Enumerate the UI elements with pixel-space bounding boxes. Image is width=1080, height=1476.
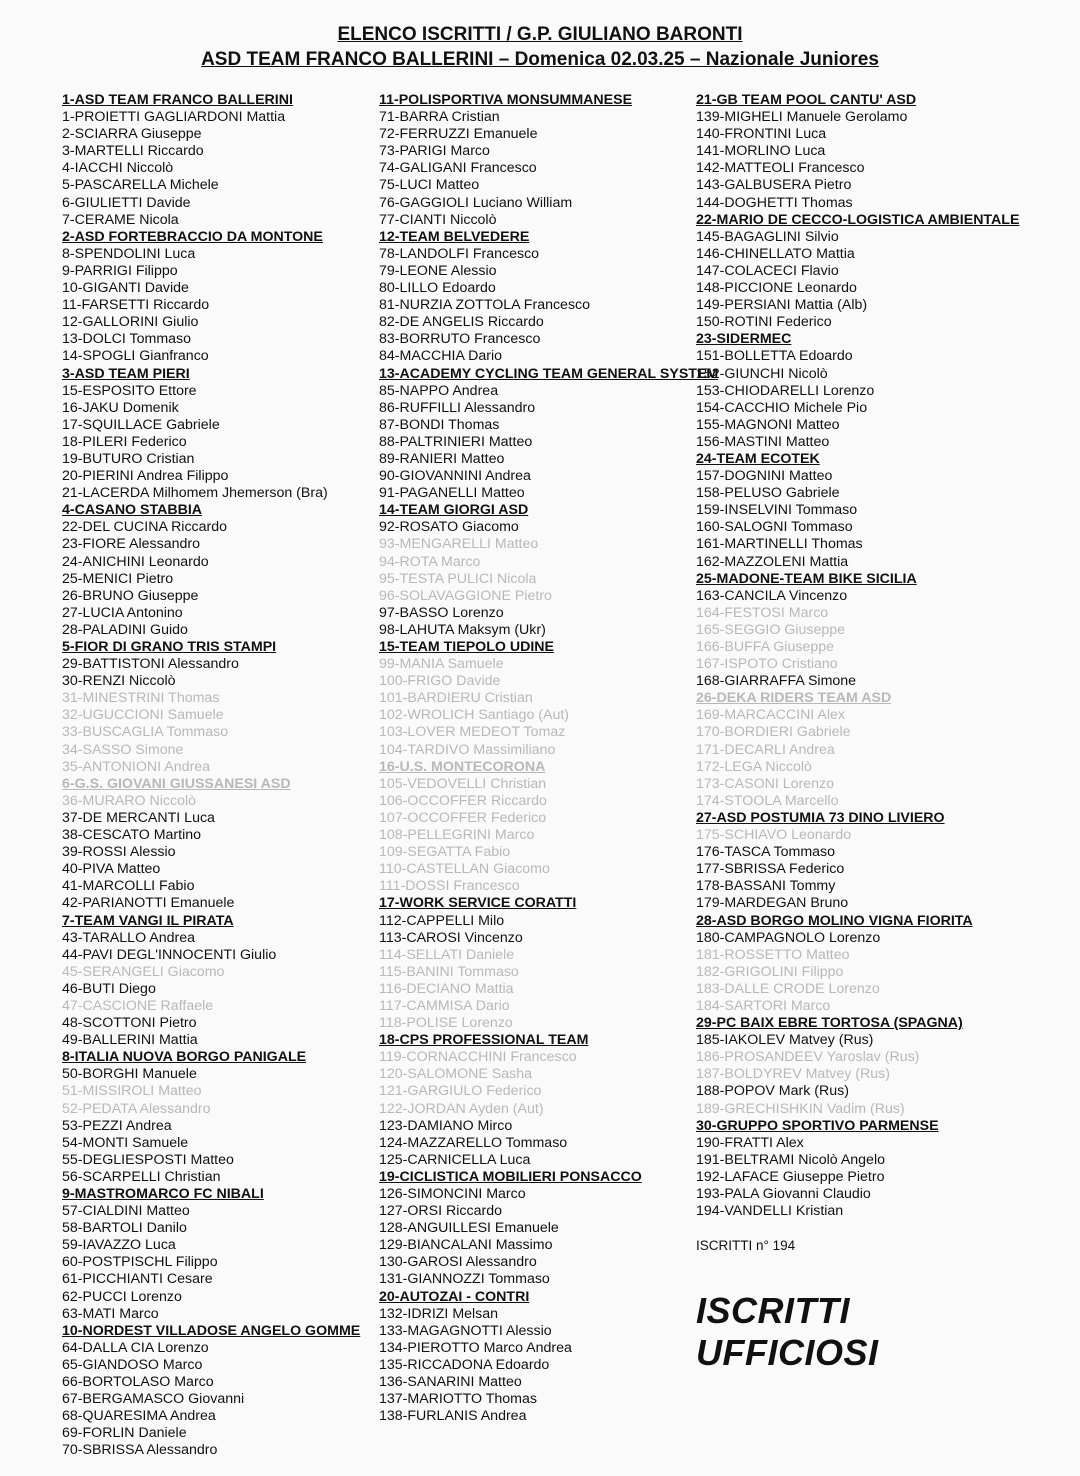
rider-entry: 104-TARDIVO Massimiliano <box>379 741 556 758</box>
rider-entry: 107-OCCOFFER Federico <box>379 809 547 826</box>
rider-entry: 179-MARDEGAN Bruno <box>696 895 849 912</box>
rider-entry: 82-DE ANGELIS Riccardo <box>379 314 544 331</box>
rider-entry: 110-CASTELLAN Giacomo <box>379 861 550 878</box>
rider-entry: 39-ROSSI Alessio <box>62 844 176 861</box>
rider-entry: 74-GALIGANI Francesco <box>379 160 537 177</box>
rider-entry: 85-NAPPO Andrea <box>379 382 499 399</box>
entry-column-1 <box>62 92 362 1460</box>
rider-entry: 181-ROSSETTO Matteo <box>696 946 850 963</box>
rider-entry: 124-MAZZARELLO Tommaso <box>379 1134 568 1151</box>
rider-entry: 117-CAMMISA Dario <box>379 997 510 1014</box>
rider-entry: 150-ROTINI Federico <box>696 314 832 331</box>
entry-list <box>696 92 1026 1220</box>
rider-entry: 1-PROIETTI GAGLIARDONI Mattia <box>62 109 286 126</box>
rider-entry: 100-FRIGO Davide <box>379 673 501 690</box>
rider-entry: 43-TARALLO Andrea <box>62 929 196 946</box>
rider-entry: 87-BONDI Thomas <box>379 416 500 433</box>
rider-entry: 164-FESTOSI Marco <box>696 604 829 621</box>
team-heading: 13-ACADEMY CYCLING TEAM GENERAL SYSTEM <box>379 365 719 382</box>
entry-column-3 <box>696 92 1026 1374</box>
rider-entry: 139-MIGHELI Manuele Gerolamo <box>696 109 908 126</box>
rider-entry: 170-BORDIERI Gabriele <box>696 724 851 741</box>
team-heading: 8-ITALIA NUOVA BORGO PANIGALE <box>62 1049 307 1066</box>
rider-entry: 184-SARTORI Marco <box>696 997 831 1014</box>
rider-entry: 145-BAGAGLINI Silvio <box>696 228 839 245</box>
rider-entry: 72-FERRUZZI Emanuele <box>379 126 538 143</box>
entry-column-2 <box>379 92 719 1425</box>
team-heading: 4-CASANO STABBIA <box>62 502 203 519</box>
rider-entry: 75-LUCI Matteo <box>379 177 480 194</box>
rider-entry: 177-SBRISSA Federico <box>696 861 845 878</box>
rider-entry: 36-MURARO Niccolò <box>62 792 197 809</box>
unofficial-stamp <box>696 1290 1026 1374</box>
rider-entry: 116-DECIANO Mattia <box>379 980 514 997</box>
rider-entry: 10-GIGANTI Davide <box>62 280 189 297</box>
team-heading: 1-ASD TEAM FRANCO BALLERINI <box>62 92 293 108</box>
rider-entry: 83-BORRUTO Francesco <box>379 331 541 348</box>
rider-entry: 45-SERANGELI Giacomo <box>62 963 225 980</box>
team-heading: 22-MARIO DE CECCO-LOGISTICA AMBIENTALE <box>696 211 1020 228</box>
rider-entry: 28-PALADINI Guido <box>62 621 188 638</box>
rider-entry: 23-FIORE Alessandro <box>62 536 200 553</box>
rider-entry: 64-DALLA CIA Lorenzo <box>62 1339 209 1356</box>
rider-entry: 193-PALA Giovanni Claudio <box>696 1186 871 1202</box>
rider-entry: 153-CHIODARELLI Lorenzo <box>696 382 875 399</box>
rider-entry: 80-LILLO Edoardo <box>379 280 496 297</box>
rider-entry: 97-BASSO Lorenzo <box>379 604 504 621</box>
rider-entry: 102-WROLICH Santiago (Aut) <box>379 707 570 724</box>
rider-entry: 128-ANGUILLESI Emanuele <box>379 1220 559 1237</box>
team-heading: 2-ASD FORTEBRACCIO DA MONTONE <box>62 228 323 245</box>
rider-entry: 71-BARRA Cristian <box>379 109 500 126</box>
rider-entry: 33-BUSCAGLIA Tommaso <box>62 724 229 741</box>
rider-entry: 13-DOLCI Tommaso <box>62 331 192 348</box>
rider-entry: 189-GRECHISHKIN Vadim (Rus) <box>696 1100 905 1117</box>
rider-entry: 94-ROTA Marco <box>379 553 481 570</box>
page-subtitle: ASD TEAM FRANCO BALLERINI – Domenica 02.03.25 – Nazionale Juniores <box>201 49 879 70</box>
rider-entry: 157-DOGNINI Matteo <box>696 468 833 485</box>
rider-entry: 115-BANINI Tommaso <box>379 963 519 980</box>
rider-entry: 6-GIULIETTI Davide <box>62 194 191 211</box>
rider-entry: 136-SANARINI Matteo <box>379 1374 522 1391</box>
rider-entry: 9-PARRIGI Filippo <box>62 262 178 279</box>
team-heading: 3-ASD TEAM PIERI <box>62 365 190 382</box>
team-heading: 24-TEAM ECOTEK <box>696 450 820 467</box>
rider-entry: 125-CARNICELLA Luca <box>379 1151 531 1168</box>
rider-entry: 29-BATTISTONI Alessandro <box>62 656 239 673</box>
rider-entry: 65-GIANDOSO Marco <box>62 1356 203 1373</box>
rider-entry: 51-MISSIROLI Matteo <box>62 1083 202 1100</box>
rider-entry: 12-GALLORINI Giulio <box>62 314 199 331</box>
rider-entry: 77-CIANTI Niccolò <box>379 211 497 228</box>
rider-entry: 123-DAMIANO Mirco <box>379 1117 513 1134</box>
rider-entry: 60-POSTPISCHL Filippo <box>62 1254 218 1271</box>
rider-entry: 135-RICCADONA Edoardo <box>379 1356 550 1373</box>
rider-entry: 15-ESPOSITO Ettore <box>62 382 197 399</box>
rider-entry: 186-PROSANDEEV Yaroslav (Rus) <box>696 1049 920 1066</box>
team-heading: 27-ASD POSTUMIA 73 DINO LIVIERO <box>696 809 945 826</box>
rider-entry: 112-CAPPELLI Milo <box>379 912 505 929</box>
rider-entry: 176-TASCA Tommaso <box>696 844 836 861</box>
rider-entry: 175-SCHIAVO Leonardo <box>696 827 852 844</box>
rider-entry: 79-LEONE Alessio <box>379 262 497 279</box>
team-heading: 21-GB TEAM POOL CANTU' ASD <box>696 92 917 108</box>
rider-entry: 187-BOLDYREV Matvey (Rus) <box>696 1066 890 1083</box>
rider-entry: 192-LAFACE Giuseppe Pietro <box>696 1168 885 1185</box>
rider-entry: 174-STOOLA Marcello <box>696 792 839 809</box>
rider-entry: 160-SALOGNI Tommaso <box>696 519 853 536</box>
rider-entry: 96-SOLAVAGGIONE Pietro <box>379 587 552 604</box>
rider-entry: 133-MAGAGNOTTI Alessio <box>379 1322 552 1339</box>
rider-entry: 169-MARCACCINI Alex <box>696 707 846 724</box>
team-heading: 5-FIOR DI GRANO TRIS STAMPI <box>62 639 277 655</box>
rider-entry: 44-PAVI DEGL'INNOCENTI Giulio <box>62 946 277 963</box>
team-heading: 11-POLISPORTIVA MONSUMMANESE <box>379 92 633 108</box>
rider-entry: 88-PALTRINIERI Matteo <box>379 433 533 450</box>
rider-entry: 34-SASSO Simone <box>62 741 184 758</box>
rider-entry: 22-DEL CUCINA Riccardo <box>62 519 228 536</box>
rider-entry: 40-PIVA Matteo <box>62 861 161 878</box>
rider-entry: 130-GAROSI Alessandro <box>379 1254 537 1271</box>
rider-entry: 55-DEGLIESPOSTI Matteo <box>62 1151 234 1168</box>
rider-entry: 25-MENICI Pietro <box>62 570 174 587</box>
rider-entry: 121-GARGIULO Federico <box>379 1083 542 1100</box>
rider-entry: 126-SIMONCINI Marco <box>379 1186 526 1202</box>
team-heading: 18-CPS PROFESSIONAL TEAM <box>379 1032 589 1049</box>
team-heading: 30-GRUPPO SPORTIVO PARMENSE <box>696 1117 939 1134</box>
rider-entry: 24-ANICHINI Leonardo <box>62 553 209 570</box>
rider-entry: 167-ISPOTO Cristiano <box>696 656 838 673</box>
rider-entry: 37-DE MERCANTI Luca <box>62 809 215 826</box>
rider-entry: 14-SPOGLI Gianfranco <box>62 348 209 365</box>
rider-entry: 86-RUFFILLI Alessandro <box>379 399 536 416</box>
rider-entry: 54-MONTI Samuele <box>62 1134 189 1151</box>
rider-entry: 120-SALOMONE Sasha <box>379 1066 532 1083</box>
rider-entry: 31-MINESTRINI Thomas <box>62 690 220 707</box>
rider-entry: 73-PARIGI Marco <box>379 143 490 160</box>
rider-entry: 48-SCOTTONI Pietro <box>62 1015 197 1032</box>
rider-entry: 76-GAGGIOLI Luciano William <box>379 194 573 211</box>
rider-entry: 168-GIARRAFFA Simone <box>696 673 857 690</box>
team-heading: 28-ASD BORGO MOLINO VIGNA FIORITA <box>696 912 973 929</box>
rider-entry: 47-CASCIONE Raffaele <box>62 997 214 1014</box>
rider-entry: 61-PICCHIANTI Cesare <box>62 1271 213 1288</box>
rider-entry: 188-POPOV Mark (Rus) <box>696 1083 849 1100</box>
rider-entry: 152-GIUNCHI Nicolò <box>696 365 828 382</box>
rider-entry: 56-SCARPELLI Christian <box>62 1168 221 1185</box>
team-heading: 17-WORK SERVICE CORATTI <box>379 895 577 912</box>
rider-entry: 129-BIANCALANI Massimo <box>379 1237 553 1254</box>
rider-entry: 182-GRIGOLINI Filippo <box>696 963 844 980</box>
rider-entry: 11-FARSETTI Riccardo <box>62 297 210 314</box>
rider-entry: 137-MARIOTTO Thomas <box>379 1391 537 1408</box>
rider-entry: 49-BALLERINI Mattia <box>62 1032 198 1049</box>
team-heading: 10-NORDEST VILLADOSE ANGELO GOMME <box>62 1322 361 1339</box>
rider-entry: 84-MACCHIA Dario <box>379 348 502 365</box>
rider-entry: 50-BORGHI Manuele <box>62 1066 197 1083</box>
rider-entry: 132-IDRIZI Melsan <box>379 1305 499 1322</box>
rider-entry: 26-BRUNO Giuseppe <box>62 587 199 604</box>
rider-entry: 151-BOLLETTA Edoardo <box>696 348 853 365</box>
rider-entry: 163-CANCILA Vincenzo <box>696 587 848 604</box>
rider-entry: 2-SCIARRA Giuseppe <box>62 126 202 143</box>
rider-entry: 19-BUTURO Cristian <box>62 450 195 467</box>
team-heading: 6-G.S. GIOVANI GIUSSANESI ASD <box>62 775 291 792</box>
rider-entry: 8-SPENDOLINI Luca <box>62 245 196 262</box>
rider-entry: 106-OCCOFFER Riccardo <box>379 792 547 809</box>
rider-entry: 59-IAVAZZO Luca <box>62 1237 176 1254</box>
rider-entry: 143-GALBUSERA Pietro <box>696 177 852 194</box>
rider-entry: 108-PELLEGRINI Marco <box>379 827 535 844</box>
team-heading: 29-PC BAIX EBRE TORTOSA (SPAGNA) <box>696 1015 963 1032</box>
rider-entry: 66-BORTOLASO Marco <box>62 1374 214 1391</box>
rider-entry: 122-JORDAN Ayden (Aut) <box>379 1100 544 1117</box>
rider-entry: 53-PEZZI Andrea <box>62 1117 172 1134</box>
team-heading: 19-CICLISTICA MOBILIERI PONSACCO <box>379 1168 642 1185</box>
entry-count: ISCRITTI n° 194 <box>696 1238 796 1254</box>
team-heading: 14-TEAM GIORGI ASD <box>379 502 529 519</box>
team-heading: 16-U.S. MONTECORONA <box>379 758 546 775</box>
rider-entry: 105-VEDOVELLI Christian <box>379 775 547 792</box>
rider-entry: 158-PELUSO Gabriele <box>696 485 840 502</box>
rider-entry: 70-SBRISSA Alessandro <box>62 1442 218 1459</box>
rider-entry: 138-FURLANIS Andrea <box>379 1408 527 1425</box>
rider-entry: 89-RANIERI Matteo <box>379 450 505 467</box>
team-heading: 9-MASTROMARCO FC NIBALI <box>62 1186 264 1202</box>
rider-entry: 67-BERGAMASCO Giovanni <box>62 1391 245 1408</box>
rider-entry: 93-MENGARELLI Matteo <box>379 536 539 553</box>
rider-entry: 144-DOGHETTI Thomas <box>696 194 853 211</box>
rider-entry: 190-FRATTI Alex <box>696 1134 804 1151</box>
rider-entry: 183-DALLE CRODE Lorenzo <box>696 980 880 997</box>
rider-entry: 114-SELLATI Daniele <box>379 946 515 963</box>
page-title: ELENCO ISCRITTI / G.P. GIULIANO BARONTI <box>337 24 743 45</box>
rider-entry: 3-MARTELLI Riccardo <box>62 143 204 160</box>
rider-entry: 156-MASTINI Matteo <box>696 433 830 450</box>
rider-entry: 52-PEDATA Alessandro <box>62 1100 211 1117</box>
rider-entry: 140-FRONTINI Luca <box>696 126 827 143</box>
rider-entry: 180-CAMPAGNOLO Lorenzo <box>696 929 881 946</box>
rider-entry: 69-FORLIN Daniele <box>62 1425 187 1442</box>
rider-entry: 171-DECARLI Andrea <box>696 741 835 758</box>
rider-entry: 41-MARCOLLI Fabio <box>62 878 195 895</box>
rider-entry: 162-MAZZOLENI Mattia <box>696 553 849 570</box>
rider-entry: 58-BARTOLI Danilo <box>62 1220 187 1237</box>
rider-entry: 101-BARDIERU Cristian <box>379 690 533 707</box>
rider-entry: 21-LACERDA Milhomem Jhemerson (Bra) <box>62 485 328 502</box>
team-heading: 25-MADONE-TEAM BIKE SICILIA <box>696 570 917 587</box>
page-header <box>0 22 1080 72</box>
rider-entry: 42-PARIANOTTI Emanuele <box>62 895 235 912</box>
rider-entry: 148-PICCIONE Leonardo <box>696 280 857 297</box>
rider-entry: 103-LOVER MEDEOT Tomaz <box>379 724 566 741</box>
rider-entry: 147-COLACECI Flavio <box>696 262 839 279</box>
team-heading: 15-TEAM TIEPOLO UDINE <box>379 639 554 655</box>
rider-entry: 16-JAKU Domenik <box>62 399 179 416</box>
rider-entry: 134-PIEROTTO Marco Andrea <box>379 1339 572 1356</box>
rider-entry: 178-BASSANI Tommy <box>696 878 836 895</box>
rider-entry: 95-TESTA PULICI Nicola <box>379 570 537 587</box>
unofficial-line-1: ISCRITTI <box>696 1290 850 1332</box>
unofficial-line-2: UFFICIOSI <box>696 1332 879 1374</box>
rider-entry: 131-GIANNOZZI Tommaso <box>379 1271 550 1288</box>
rider-entry: 91-PAGANELLI Matteo <box>379 485 525 502</box>
rider-entry: 161-MARTINELLI Thomas <box>696 536 863 553</box>
rider-entry: 113-CAROSI Vincenzo <box>379 929 523 946</box>
rider-entry: 166-BUFFA Giuseppe <box>696 639 835 655</box>
rider-entry: 173-CASONI Lorenzo <box>696 775 835 792</box>
rider-entry: 92-ROSATO Giacomo <box>379 519 519 536</box>
rider-entry: 30-RENZI Niccolò <box>62 673 176 690</box>
team-heading: 7-TEAM VANGI IL PIRATA <box>62 912 234 929</box>
rider-entry: 5-PASCARELLA Michele <box>62 177 219 194</box>
rider-entry: 35-ANTONIONI Andrea <box>62 758 210 775</box>
rider-entry: 194-VANDELLI Kristian <box>696 1203 844 1220</box>
rider-entry: 111-DOSSI Francesco <box>379 878 520 895</box>
team-heading: 26-DEKA RIDERS TEAM ASD <box>696 690 892 707</box>
rider-entry: 32-UGUCCIONI Samuele <box>62 707 224 724</box>
rider-entry: 90-GIOVANNINI Andrea <box>379 468 531 485</box>
rider-entry: 20-PIERINI Andrea Filippo <box>62 468 229 485</box>
rider-entry: 118-POLISE Lorenzo <box>379 1015 513 1032</box>
rider-entry: 78-LANDOLFI Francesco <box>379 245 540 262</box>
team-heading: 20-AUTOZAI - CONTRI <box>379 1288 530 1305</box>
rider-entry: 154-CACCHIO Michele Pio <box>696 399 868 416</box>
rider-entry: 62-PUCCI Lorenzo <box>62 1288 182 1305</box>
rider-entry: 109-SEGATTA Fabio <box>379 844 511 861</box>
rider-entry: 146-CHINELLATO Mattia <box>696 245 855 262</box>
rider-entry: 149-PERSIANI Mattia (Alb) <box>696 297 868 314</box>
rider-entry: 155-MAGNONI Matteo <box>696 416 840 433</box>
team-heading: 23-SIDERMEC <box>696 331 792 348</box>
rider-entry: 165-SEGGIO Giuseppe <box>696 621 846 638</box>
rider-entry: 38-CESCATO Martino <box>62 827 202 844</box>
rider-entry: 141-MORLINO Luca <box>696 143 826 160</box>
rider-entry: 185-IAKOLEV Matvey (Rus) <box>696 1032 874 1049</box>
rider-entry: 191-BELTRAMI Nicolò Angelo <box>696 1151 885 1168</box>
rider-entry: 18-PILERI Federico <box>62 433 187 450</box>
rider-entry: 68-QUARESIMA Andrea <box>62 1408 216 1425</box>
rider-entry: 159-INSELVINI Tommaso <box>696 502 858 519</box>
rider-entry: 119-CORNACCHINI Francesco <box>379 1049 577 1066</box>
rider-entry: 17-SQUILLACE Gabriele <box>62 416 220 433</box>
rider-entry: 81-NURZIA ZOTTOLA Francesco <box>379 297 591 314</box>
rider-entry: 172-LEGA Niccolò <box>696 758 812 775</box>
rider-entry: 57-CIALDINI Matteo <box>62 1203 190 1220</box>
rider-entry: 142-MATTEOLI Francesco <box>696 160 865 177</box>
rider-entry: 4-IACCHI Niccolò <box>62 160 174 177</box>
rider-entry: 99-MANIA Samuele <box>379 656 504 673</box>
rider-entry: 27-LUCIA Antonino <box>62 604 183 621</box>
rider-entry: 7-CERAME Nicola <box>62 211 179 228</box>
rider-entry: 46-BUTI Diego <box>62 980 156 997</box>
rider-entry: 98-LAHUTA Maksym (Ukr) <box>379 621 546 638</box>
rider-entry: 63-MATI Marco <box>62 1305 159 1322</box>
team-heading: 12-TEAM BELVEDERE <box>379 228 530 245</box>
rider-entry: 127-ORSI Riccardo <box>379 1203 503 1220</box>
